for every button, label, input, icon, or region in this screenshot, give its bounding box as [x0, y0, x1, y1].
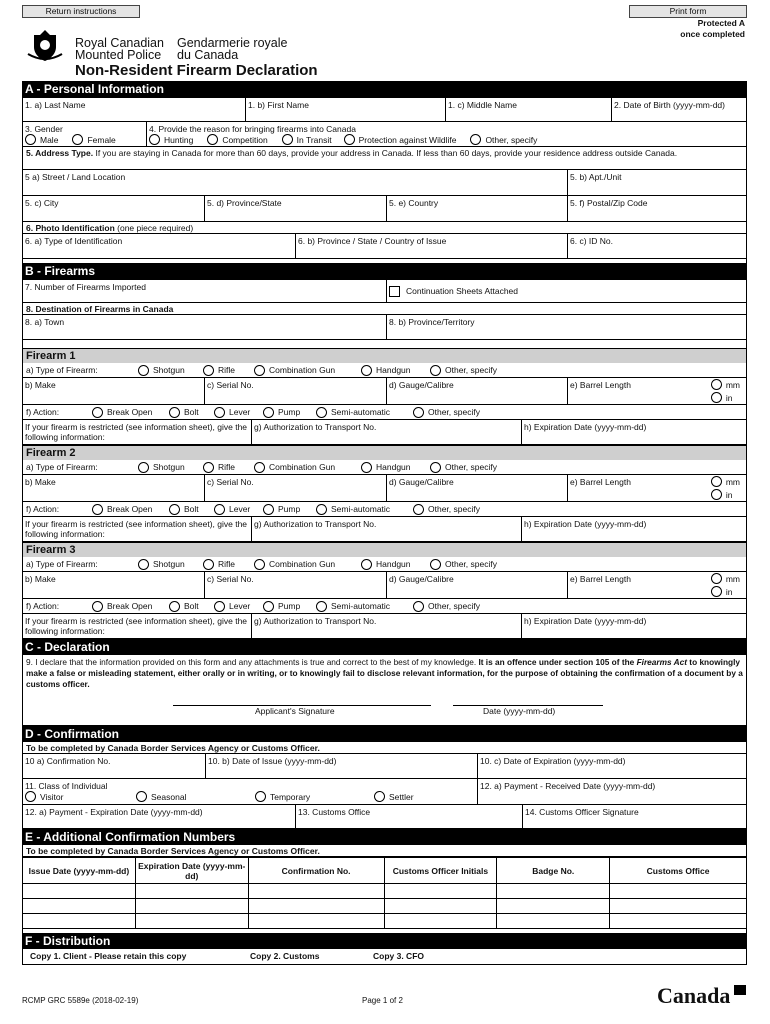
- table-cell[interactable]: [384, 899, 497, 914]
- col-header: Issue Date (yyyy-mm-dd): [23, 858, 136, 884]
- lever-radio[interactable]: [214, 601, 225, 612]
- form-code: RCMP GRC 5589e (2018-02-19): [22, 996, 139, 1005]
- table-cell[interactable]: [135, 899, 248, 914]
- other-type-radio[interactable]: [430, 559, 441, 570]
- form-body: [22, 81, 747, 965]
- date-of-issue-field[interactable]: 10. b) Date of Issue (yyyy-mm-dd): [205, 754, 477, 778]
- continuation-checkbox[interactable]: Continuation Sheets Attached: [386, 280, 746, 302]
- protection-radio[interactable]: [344, 134, 355, 145]
- firearm-block-1: [22, 348, 747, 445]
- bolt-radio[interactable]: [169, 407, 180, 418]
- reason-group: 4. Provide the reason for bringing firearms into Canada Hunting Competition In Transit Protection against Wildlife Other, specify: [146, 122, 746, 146]
- province-territory-field[interactable]: 8. b) Province/Territory: [386, 315, 746, 339]
- table-cell[interactable]: [610, 899, 747, 914]
- org-name-en: Royal Canadian Mounted Police: [75, 36, 164, 62]
- transit-radio[interactable]: [282, 134, 293, 145]
- additional-confirmation-table: [22, 857, 747, 929]
- col-header: Confirmation No.: [248, 858, 384, 884]
- signature-label: Applicant's Signature: [255, 706, 335, 716]
- rifle-radio[interactable]: [203, 365, 214, 376]
- section-f-header: F - Distribution: [22, 933, 747, 949]
- gauge-field[interactable]: d) Gauge/Calibre: [386, 475, 567, 501]
- middle-name-field[interactable]: 1. c) Middle Name: [445, 98, 611, 121]
- last-name-field[interactable]: 1. a) Last Name: [25, 100, 86, 110]
- declaration-date-label: Date (yyyy-mm-dd): [483, 706, 556, 716]
- mm-radio[interactable]: [711, 476, 722, 487]
- id-number-field[interactable]: 6. c) ID No.: [567, 234, 746, 258]
- serial-field[interactable]: c) Serial No.: [204, 475, 386, 501]
- restricted-note: If your firearm is restricted (see information sheet), give the following information:: [25, 519, 248, 539]
- table-cell[interactable]: [610, 884, 747, 899]
- female-radio[interactable]: [72, 134, 83, 145]
- table-row: [23, 914, 747, 929]
- table-cell[interactable]: [23, 884, 136, 899]
- date-of-expiration-field[interactable]: 10. c) Date of Expiration (yyyy-mm-dd): [477, 754, 746, 778]
- table-cell[interactable]: [135, 884, 248, 899]
- firearm-title: Firearm 1: [22, 348, 747, 363]
- firearm-type-row: a) Type of Firearm: Shotgun Rifle Combination Gun Handgun Other, specify: [22, 363, 747, 378]
- table-cell[interactable]: [610, 914, 747, 929]
- pump-radio[interactable]: [263, 407, 274, 418]
- in-radio[interactable]: [711, 586, 722, 597]
- gauge-field[interactable]: d) Gauge/Calibre: [386, 378, 567, 404]
- distribution-row: [22, 949, 747, 965]
- country-field[interactable]: 5. e) Country: [386, 196, 567, 221]
- section-e-header: E - Additional Confirmation Numbers: [22, 829, 747, 845]
- restricted-note: If your firearm is restricted (see information sheet), give the following information:: [25, 422, 248, 442]
- serial-field[interactable]: c) Serial No.: [204, 378, 386, 404]
- semi-automatic-radio[interactable]: [316, 601, 327, 612]
- settler-radio[interactable]: [374, 791, 385, 802]
- table-cell[interactable]: [23, 899, 136, 914]
- authorization-field[interactable]: g) Authorization to Transport No.: [251, 420, 521, 444]
- other-action-radio[interactable]: [413, 407, 424, 418]
- province-state-field[interactable]: 5. d) Province/State: [204, 196, 386, 221]
- city-field[interactable]: 5. c) City: [25, 198, 59, 208]
- firearm-title: Firearm 2: [22, 445, 747, 460]
- customs-office-field[interactable]: 13. Customs Office: [295, 805, 522, 828]
- first-name-field[interactable]: 1. b) First Name: [245, 98, 445, 121]
- combination-gun-radio[interactable]: [254, 559, 265, 570]
- id-province-field[interactable]: 6. b) Province / State / Country of Issue: [295, 234, 567, 258]
- payment-expiration-field[interactable]: 12. a) Payment - Expiration Date (yyyy-mm-dd): [25, 807, 203, 817]
- other-action-radio[interactable]: [413, 504, 424, 515]
- bolt-radio[interactable]: [169, 601, 180, 612]
- copy-3: Copy 3. CFO: [373, 951, 425, 961]
- break-open-radio[interactable]: [92, 407, 103, 418]
- col-header: Customs Officer Initials: [384, 858, 497, 884]
- barrel-length-field[interactable]: e) Barrel Length mm in: [567, 378, 746, 404]
- dob-field[interactable]: 2. Date of Birth (yyyy-mm-dd): [611, 98, 746, 121]
- in-radio[interactable]: [711, 392, 722, 403]
- section-a-header: A - Personal Information: [22, 81, 747, 97]
- firearm-type-row: a) Type of Firearm: Shotgun Rifle Combination Gun Handgun Other, specify: [22, 557, 747, 572]
- make-field[interactable]: b) Make: [25, 477, 56, 487]
- postal-field[interactable]: 5. f) Postal/Zip Code: [567, 196, 746, 221]
- id-type-field[interactable]: 6. a) Type of Identification: [25, 236, 123, 246]
- semi-automatic-radio[interactable]: [316, 504, 327, 515]
- shotgun-radio[interactable]: [138, 365, 149, 376]
- confirmation-no-field[interactable]: 10 a) Confirmation No.: [25, 756, 111, 766]
- handgun-radio[interactable]: [361, 365, 372, 376]
- combination-gun-radio[interactable]: [254, 365, 265, 376]
- section-e-note: To be completed by Canada Border Services Agency or Customs Officer.: [22, 845, 747, 857]
- other-type-radio[interactable]: [430, 462, 441, 473]
- col-header: Badge No.: [497, 858, 610, 884]
- table-cell[interactable]: [248, 899, 384, 914]
- handgun-radio[interactable]: [361, 462, 372, 473]
- declaration-text: 9. I declare that the information provided on this form and any attachments is true and correct to the best of my knowledge. It is an offence under section 105 of the Firearms Act to knowingly make a false or misleading statement, either orally or in writing, or to knowingly fail to disclose relevant information, for the purpose of obtaining the confirmation of a document by a customs officer.: [26, 657, 743, 689]
- destination-label: 8. Destination of Firearms in Canada: [22, 303, 747, 315]
- street-field[interactable]: 5 a) Street / Land Location: [25, 172, 126, 182]
- address-type-note: 5. Address Type. If you are staying in Canada for more than 60 days, provide your address in Canada. If less than 60 days, provide your residence address outside Canada.: [22, 147, 747, 170]
- other-reason-radio[interactable]: [470, 134, 481, 145]
- section-d-note: To be completed by Canada Border Services Agency or Customs Officer.: [22, 742, 747, 754]
- table-cell[interactable]: [497, 884, 610, 899]
- make-field[interactable]: b) Make: [25, 380, 56, 390]
- lever-radio[interactable]: [214, 504, 225, 515]
- table-cell[interactable]: [248, 884, 384, 899]
- table-cell[interactable]: [497, 899, 610, 914]
- copy-2: Copy 2. Customs: [250, 951, 320, 961]
- firearm-block-3: [22, 542, 747, 639]
- combination-gun-radio[interactable]: [254, 462, 265, 473]
- male-radio[interactable]: [25, 134, 36, 145]
- bolt-radio[interactable]: [169, 504, 180, 515]
- authorization-field[interactable]: g) Authorization to Transport No.: [251, 517, 521, 541]
- serial-field[interactable]: c) Serial No.: [204, 572, 386, 598]
- rifle-radio[interactable]: [203, 559, 214, 570]
- firearm-type-row: a) Type of Firearm: Shotgun Rifle Combination Gun Handgun Other, specify: [22, 460, 747, 475]
- section-d-header: D - Confirmation: [22, 726, 747, 742]
- gauge-field[interactable]: d) Gauge/Calibre: [386, 572, 567, 598]
- return-instructions-button[interactable]: Return instructions: [22, 5, 140, 18]
- semi-automatic-radio[interactable]: [316, 407, 327, 418]
- table-row: [23, 899, 747, 914]
- canada-wordmark: Canada: [657, 983, 731, 1008]
- col-header: Customs Office: [610, 858, 747, 884]
- visitor-radio[interactable]: [25, 791, 36, 802]
- form-title: Non-Resident Firearm Declaration: [75, 62, 318, 79]
- expiration-date-field[interactable]: h) Expiration Date (yyyy-mm-dd): [521, 614, 746, 638]
- expiration-date-field[interactable]: h) Expiration Date (yyyy-mm-dd): [521, 420, 746, 444]
- other-action-radio[interactable]: [413, 601, 424, 612]
- gender-group: 3. Gender Male Female: [25, 124, 116, 145]
- seasonal-radio[interactable]: [136, 791, 147, 802]
- section-c-header: C - Declaration: [22, 639, 747, 655]
- barrel-length-field[interactable]: e) Barrel Length mm in: [567, 572, 746, 598]
- authorization-field[interactable]: g) Authorization to Transport No.: [251, 614, 521, 638]
- pump-radio[interactable]: [263, 504, 274, 515]
- table-cell[interactable]: [497, 914, 610, 929]
- handgun-radio[interactable]: [361, 559, 372, 570]
- table-cell[interactable]: [135, 914, 248, 929]
- restricted-note: If your firearm is restricted (see information sheet), give the following information:: [25, 616, 248, 636]
- copy-1: Copy 1. Client - Please retain this copy: [30, 951, 187, 961]
- town-field[interactable]: 8. a) Town: [25, 317, 65, 327]
- competition-radio[interactable]: [207, 134, 218, 145]
- canada-flag-icon: [734, 985, 746, 995]
- hunting-radio[interactable]: [149, 134, 160, 145]
- expiration-date-field[interactable]: h) Expiration Date (yyyy-mm-dd): [521, 517, 746, 541]
- break-open-radio[interactable]: [92, 601, 103, 612]
- protected-label: Protected A once completed: [680, 18, 745, 39]
- number-of-firearms-field[interactable]: 7. Number of Firearms Imported: [25, 282, 146, 292]
- lever-radio[interactable]: [214, 407, 225, 418]
- class-group: 11. Class of Individual Visitor Seasonal Temporary Settler: [25, 781, 414, 802]
- barrel-length-field[interactable]: e) Barrel Length mm in: [567, 475, 746, 501]
- firearm-block-2: [22, 445, 747, 542]
- page-number: Page 1 of 2: [362, 996, 403, 1005]
- photo-id-note: 6. Photo Identification (one piece required): [22, 222, 747, 234]
- declaration-box: [22, 655, 747, 726]
- rifle-radio[interactable]: [203, 462, 214, 473]
- action-row: f) Action: Break Open Bolt Lever Pump Semi-automatic Other, specify: [22, 599, 747, 614]
- temporary-radio[interactable]: [255, 791, 266, 802]
- table-cell[interactable]: [23, 914, 136, 929]
- other-type-radio[interactable]: [430, 365, 441, 376]
- table-cell[interactable]: [248, 914, 384, 929]
- org-name-fr: Gendarmerie royale du Canada: [177, 36, 288, 62]
- break-open-radio[interactable]: [92, 504, 103, 515]
- make-field[interactable]: b) Make: [25, 574, 56, 584]
- apt-field[interactable]: 5. b) Apt./Unit: [567, 170, 746, 195]
- col-header: Expiration Date (yyyy-mm-dd): [135, 858, 248, 884]
- section-b-header: B - Firearms: [22, 263, 747, 279]
- action-row: f) Action: Break Open Bolt Lever Pump Semi-automatic Other, specify: [22, 405, 747, 420]
- shotgun-radio[interactable]: [138, 559, 149, 570]
- table-row: [23, 884, 747, 899]
- shotgun-radio[interactable]: [138, 462, 149, 473]
- mm-radio[interactable]: [711, 573, 722, 584]
- table-cell[interactable]: [384, 914, 497, 929]
- print-form-button[interactable]: Print form: [629, 5, 747, 18]
- officer-signature-field[interactable]: 14. Customs Officer Signature: [522, 805, 746, 828]
- mm-radio[interactable]: [711, 379, 722, 390]
- action-row: f) Action: Break Open Bolt Lever Pump Semi-automatic Other, specify: [22, 502, 747, 517]
- table-cell[interactable]: [384, 884, 497, 899]
- rcmp-crest-icon: [24, 28, 66, 62]
- in-radio[interactable]: [711, 489, 722, 500]
- pump-radio[interactable]: [263, 601, 274, 612]
- payment-received-field[interactable]: 12. a) Payment - Received Date (yyyy-mm-dd): [477, 779, 746, 804]
- firearm-title: Firearm 3: [22, 542, 747, 557]
